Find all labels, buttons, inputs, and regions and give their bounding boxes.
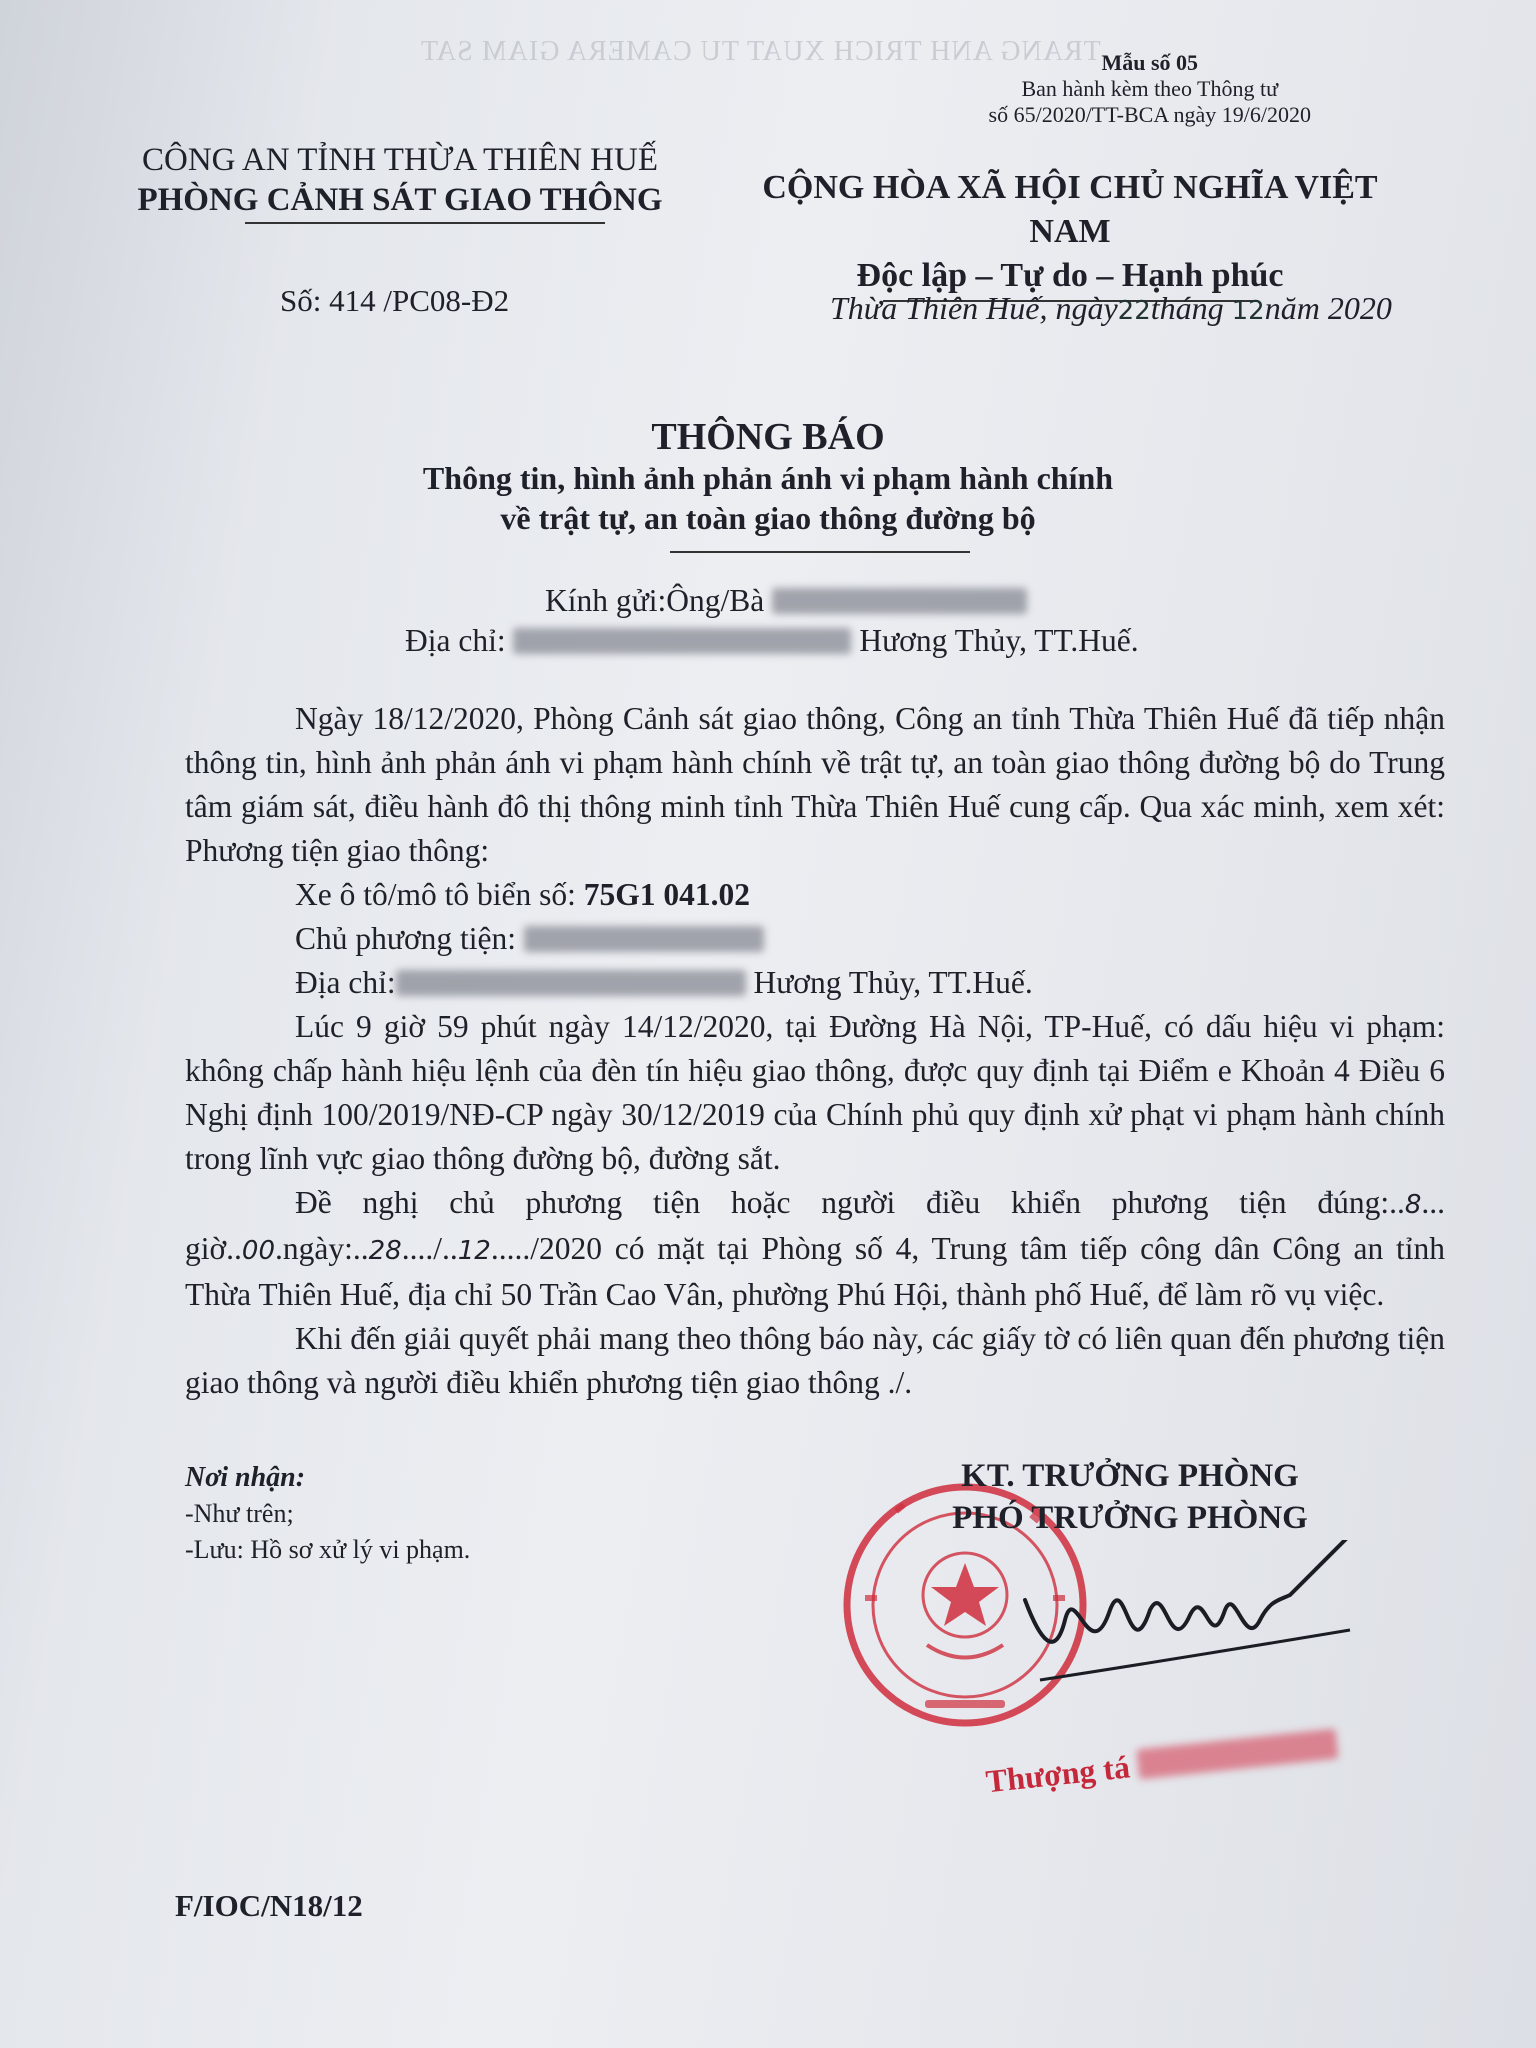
request-text-e: ...../2020 có mặt tại Phòng số 4, Trung tâm tiếp công dân Công an tỉnh Thừa Thiên Huế, địa chỉ 50 Trần Cao Vân, phường Phú Hội, thành phố Huế, để làm rõ vụ việc. bbox=[185, 1231, 1445, 1312]
doc-subtitle-1: Thông tin, hình ảnh phản ánh vi phạm hành chính bbox=[422, 460, 1114, 496]
title-underline bbox=[670, 551, 970, 553]
paragraph-violation: Lúc 9 giờ 59 phút ngày 14/12/2020, tại Đường Hà Nội, TP-Huế, có dấu hiệu vi phạm: không chấp hành hiệu lệnh của đèn tín hiệu giao thông, được quy định tại Điểm e Khoản 4 Điều 6 Nghị định 100/2019/NĐ-CP ngày 30/12/2019 của Chính phủ quy định xử phạt vi phạm hành chính trong lĩnh vực giao thông đường bộ, đường sắt. bbox=[185, 1009, 1445, 1176]
paragraph-request bbox=[185, 1181, 1445, 1317]
owner-address-label: Địa chỉ: bbox=[295, 965, 396, 1000]
country-name: CỘNG HÒA XÃ HỘI CHỦ NGHĨA VIỆT NAM bbox=[762, 169, 1378, 250]
paragraph-closing: Khi đến giải quyết phải mang theo thông báo này, các giấy tờ có liên quan đến phương tiện giao thông và người điều khiển phương tiện giao thông ./. bbox=[185, 1321, 1445, 1400]
issue-date bbox=[830, 290, 1392, 327]
plate-number: 75G1 041.02 bbox=[583, 877, 750, 912]
recipients-block bbox=[185, 1460, 470, 1568]
date-year-label: năm 2020 bbox=[1264, 290, 1392, 326]
agency-name: PHÒNG CẢNH SÁT GIAO THÔNG bbox=[137, 182, 663, 218]
signatory-title-1: KT. TRƯỞNG PHÒNG bbox=[961, 1458, 1299, 1494]
form-number-block bbox=[989, 50, 1311, 128]
owner-address-line bbox=[295, 961, 1445, 1005]
request-text-a: Đề nghị chủ phương tiện hoặc người điều khiển phương tiện đúng:.. bbox=[295, 1185, 1405, 1220]
signatory-block bbox=[900, 1455, 1360, 1539]
recipient-item-1: -Như trên; bbox=[185, 1499, 294, 1528]
request-text-c: .ngày:.. bbox=[275, 1231, 369, 1266]
address-tail: Hương Thủy, TT.Huế. bbox=[859, 623, 1139, 658]
motto: Độc lập – Tự do – Hạnh phúc bbox=[856, 257, 1284, 294]
agency-underline bbox=[245, 222, 605, 224]
signatory-title-2: PHÓ TRƯỞNG PHÒNG bbox=[952, 1500, 1308, 1536]
date-place: Thừa Thiên Huế, ngày bbox=[830, 290, 1118, 326]
handwritten-hour: 8 bbox=[1404, 1190, 1422, 1220]
redacted-owner bbox=[524, 926, 764, 952]
handwritten-day-appointment: 28 bbox=[368, 1236, 402, 1266]
redacted-address bbox=[513, 628, 851, 654]
form-issued-line2: số 65/2020/TT-BCA ngày 19/6/2020 bbox=[988, 102, 1311, 127]
handwritten-month-appointment: 12 bbox=[457, 1236, 491, 1266]
bleed-through-text: TRANG ANH TRICH XUAT TU CAMERA GIAM SAT bbox=[420, 36, 1101, 67]
recipient-item-2: -Lưu: Hồ sơ xử lý vi phạm. bbox=[185, 1535, 471, 1564]
handwritten-day: 22 bbox=[1117, 296, 1151, 326]
recipients-heading: Nơi nhận: bbox=[185, 1462, 306, 1493]
date-month-label: tháng bbox=[1150, 290, 1232, 326]
doc-title: THÔNG BÁO bbox=[651, 416, 885, 458]
redacted-name bbox=[772, 588, 1027, 614]
handwritten-minute: 00 bbox=[241, 1236, 276, 1266]
address-label: Địa chỉ: bbox=[405, 623, 506, 658]
agency-parent: CÔNG AN TỈNH THỪA THIÊN HUẾ bbox=[141, 142, 658, 178]
body-text bbox=[185, 697, 1445, 1405]
recipient-address-line bbox=[405, 623, 1139, 659]
owner-label: Chủ phương tiện: bbox=[295, 921, 516, 956]
request-text-d: ..../.. bbox=[401, 1231, 458, 1266]
owner-line bbox=[295, 917, 1445, 961]
officer-name bbox=[984, 1727, 1338, 1801]
form-number: Mẫu số 05 bbox=[1101, 50, 1199, 75]
form-issued-line1: Ban hành kèm theo Thông tư bbox=[1021, 76, 1279, 101]
national-header bbox=[720, 166, 1420, 302]
recipient-label: Kính gửi:Ông/Bà bbox=[545, 583, 765, 618]
recipient-line bbox=[545, 583, 1027, 619]
owner-address-tail: Hương Thủy, TT.Huế. bbox=[753, 965, 1033, 1000]
handwritten-month: 12 bbox=[1231, 296, 1265, 326]
document-number: Số: 414 /PC08-Đ2 bbox=[280, 283, 510, 318]
request-text-b: ... giờ.. bbox=[185, 1185, 1445, 1266]
plate-line bbox=[295, 873, 1445, 917]
plate-label: Xe ô tô/mô tô biển số: bbox=[295, 877, 584, 912]
officer-rank: Thượng tá bbox=[984, 1748, 1132, 1800]
reference-code: F/IOC/N18/12 bbox=[175, 1888, 363, 1923]
handwritten-signature-icon bbox=[1020, 1540, 1420, 1720]
redacted-officer-name bbox=[1136, 1729, 1338, 1780]
redacted-owner-address bbox=[396, 970, 746, 996]
paragraph-1: Ngày 18/12/2020, Phòng Cảnh sát giao thông, Công an tỉnh Thừa Thiên Huế đã tiếp nhận thông tin, hình ảnh phản ánh vi phạm hành chính về trật tự, an toàn giao thông đường bộ do Trung tâm giám sát, điều hành đô thị thông minh tỉnh Thừa Thiên Huế cung cấp. Qua xác minh, xem xét: Phương tiện giao thông: bbox=[185, 701, 1445, 868]
doc-subtitle-2: về trật tự, an toàn giao thông đường bộ bbox=[500, 500, 1036, 536]
issuing-agency bbox=[100, 140, 700, 224]
